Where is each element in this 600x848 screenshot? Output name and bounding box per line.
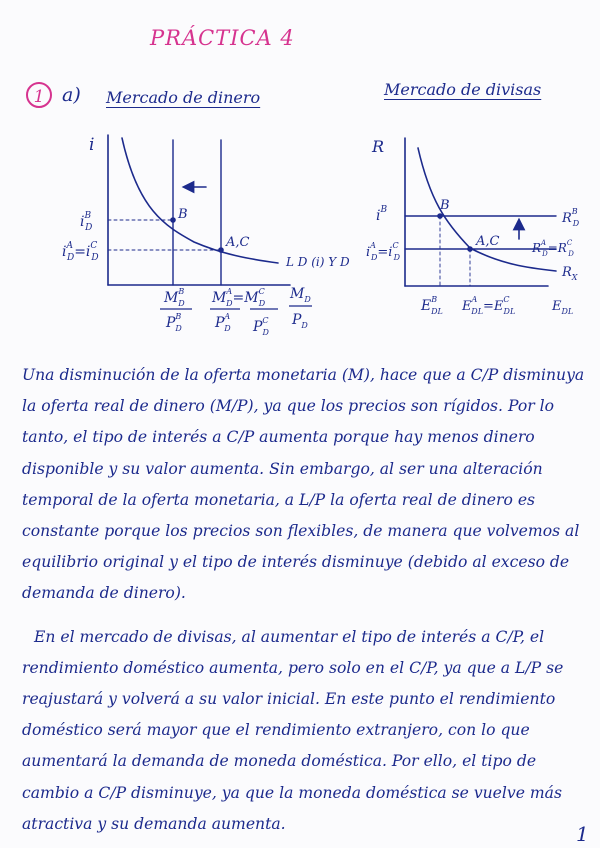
page-title: PRÁCTICA 4 bbox=[150, 26, 295, 50]
fx-line-RAC-label: $R^A$ $D=R^C$ D bbox=[532, 239, 574, 258]
diagrams bbox=[0, 0, 600, 360]
fx-line-RB-label: $R^B$ D bbox=[562, 207, 580, 228]
money-x-label-AC bbox=[210, 287, 278, 337]
money-x-label-B bbox=[160, 287, 192, 333]
fx-point-B bbox=[437, 213, 443, 219]
svg-text:EDL: $E_{DL}$ bbox=[552, 299, 574, 316]
svg-text:PD: $P_D$ bbox=[292, 312, 308, 330]
svg-text:PAD: $P^A$ D bbox=[215, 312, 231, 333]
money-demand-curve bbox=[122, 138, 278, 263]
money-rate-B: $i^B$ D bbox=[80, 211, 93, 233]
money-market-heading: Mercado de dinero bbox=[106, 88, 261, 107]
explanation-text bbox=[22, 360, 592, 840]
money-x-axis-label bbox=[289, 286, 312, 330]
svg-text:EADL=ECDL: $E^A$ $DL=E^C$ DL bbox=[462, 295, 516, 316]
section-letter: a) bbox=[62, 84, 81, 106]
money-point-AC bbox=[218, 247, 224, 253]
fx-point-AC-label: A,C bbox=[476, 234, 500, 249]
money-demand-label: L D (i) Y D bbox=[286, 255, 350, 269]
fx-curve-label: $R_X$ bbox=[562, 265, 578, 282]
money-point-B bbox=[170, 217, 176, 223]
fx-market-diagram bbox=[405, 138, 556, 286]
svg-text:MAD=MCD: $M^A$ $D=M^C$ D bbox=[212, 287, 266, 308]
paragraph-fx-market: En el mercado de divisas, al aumentar el tipo de interés a C/P, el rendimiento doméstico aumenta, pero solo en el C/P, ya que a L/P se reajustará y volverá a su valor inicial. En este punto el rendimiento doméstico será mayor que el rendimiento extranjero, con lo que aumentará la demanda de moneda doméstica. Por ello, el tipo de cambio a C/P disminuye, ya que la moneda doméstica se vuelve más atractiva y su demanda aumenta. bbox=[22, 627, 564, 833]
money-point-AC-label: A,C bbox=[226, 235, 250, 250]
fx-market-heading: Mercado de divisas bbox=[384, 80, 542, 99]
money-y-axis-label: i bbox=[89, 135, 95, 155]
money-market-diagram bbox=[108, 135, 290, 285]
fx-rate-AC: $i^A$ $D=i^C$ D bbox=[366, 241, 400, 262]
fx-rate-B: $i^B$ bbox=[376, 205, 388, 224]
fx-x-labels bbox=[420, 295, 573, 316]
fx-y-axis-label: R bbox=[372, 137, 385, 156]
svg-text:MBD: $M^B$ D bbox=[164, 287, 185, 308]
section-number-circle: 1 bbox=[26, 82, 52, 108]
fx-point-B-label: B bbox=[440, 198, 450, 213]
svg-text:PBD: $P^B$ D bbox=[166, 312, 182, 333]
svg-text:PCD: $P^C$ D bbox=[253, 316, 269, 337]
paragraph-money-market: Una disminución de la oferta monetaria (M), hace que a C/P disminuya la oferta real de dinero (M/P), ya que los precios son rígidos. Por lo tanto, el tipo de interés a C/P aumenta porque hay menos dinero disponible y su valor aumenta. Sin embargo, al ser una alteración temporal de la oferta monetaria, a L/P la oferta real de dinero es constante porque los precios son flexibles, de manera que volvemos al equilibrio original y el tipo de interés disminuye (debido al exceso de demanda de dinero). bbox=[22, 366, 585, 603]
svg-text:MD: $M_D$ bbox=[290, 286, 311, 304]
svg-text:EBDL: $E^B$ DL bbox=[421, 295, 443, 316]
page-number: 1 bbox=[576, 822, 589, 846]
fx-point-AC bbox=[467, 246, 473, 252]
money-point-B-label: B bbox=[178, 207, 188, 222]
money-rate-AC: $i^A$ $D=i^C$ D bbox=[62, 241, 99, 263]
